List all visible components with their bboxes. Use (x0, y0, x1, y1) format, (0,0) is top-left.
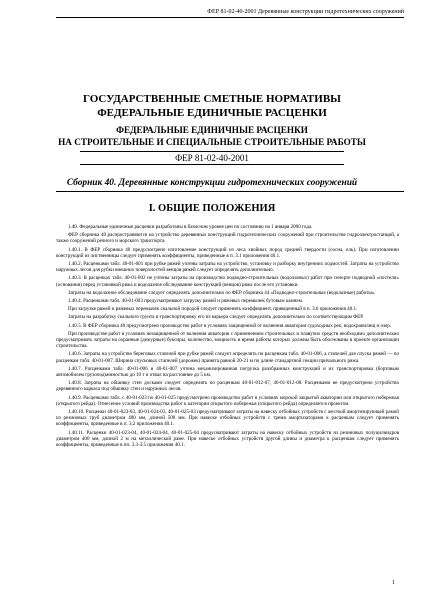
paragraph: 1.40.2. Расценками табл. 40-01-001 при рубке ряжей учтены затраты на устройство, установку и разборку внутренних подмостей. Затраты на устройство наружных лесов для рубки внешних поверхностей венцов ряжей следует определять дополнительно. (56, 261, 399, 274)
paragraph: 1.40.8. Затраты на обшивку стен досками следует определять по расценкам 40-01-012-07, 40-01-012-08. Расценками не предусмотрено устройство деревянного каркаса под обшивку стен и наружных лесов. (56, 380, 399, 393)
document-code: ФЕР 81-02-40-2001 (80, 151, 344, 165)
title-main: ГОСУДАРСТВЕННЫЕ СМЕТНЫЕ НОРМАТИВЫ (83, 93, 341, 105)
paragraph: При загрузке ряжей и ряжевых перемычек скальной породой следует применять коэффициент, приведенный в п. 3.6 приложения 40.1. (68, 306, 358, 313)
paragraph: 1.40.1. В ФЕР сборника 40 предусмотрено изготовление конструкций из леса хвойных пород средней твердости (сосна, ель). При изготовлении конструкций из лиственницы следует применять коэффициенты, приведенные в п. 3.1 приложения 40.1. (56, 246, 399, 259)
paragraph: 1.40.4. Расценками табл. 40-01-003 предусматривают загрузку ряжей и ряжевых перемычек бутовым камнем. (68, 298, 304, 305)
collection-divider (56, 191, 404, 192)
page-number: 1 (392, 580, 395, 586)
paragraph: 1.40.9. Расценками табл. с 40-01-023 по 40-01-025 предусмотрено производство работ в условиях морской закрытой акватории или открытого побережья (открытого рейда). Отнесение условий производства работ к категории открытого побережья (открытого рейда) определяется проектом. (56, 394, 399, 407)
paragraph: 1.40.5. В ФЕР сборника 40 предусмотрено производство работ в условиях защищенной от волнения акватории судоходных рек, водохранилищ и озер. (68, 322, 391, 329)
paragraph: 1.40.10. Расценки 40-01-023-03, 40-01-024-03, 40-01-025-03 предусматривают затраты на навеску отбойных устройств с жесткой амортизирующей рамой из резиновых труб диаметром 400 мм, длиной 500 мм. При навеске отбойных устройств с тремя амортизаторами к расценкам следует применять коэффициенты, приведенные в п. 3.2 приложения 40.1. (56, 409, 399, 428)
subtitle-line-2: НА СТРОИТЕЛЬНЫЕ И СПЕЦИАЛЬНЫЕ СТРОИТЕЛЬНЫЕ РАБОТЫ (58, 137, 366, 147)
paragraph: 1.40.11. Расценки 40-01-023-04, 40-01-024-04, 40-01-025-04 предусматривают затраты на навеску отбойных устройств из резиновых полуцилиндров диаметром 400 мм, длиной 2 м на металлической раме. При навеске отбойных устройств другой длины и диаметра к расценкам следует применять коэффициенты, приведенные в пп. 3.3-3.5 приложения 40.1. (56, 429, 399, 449)
paragraph: 1.40.3. В расценках табл. 40-01-002 не учтены затраты на производство подводно-строительных (водолазных) работ при сенорте подводной «постели» (основания) перед установкой ряжа и водолазное обследование конструкций (венцов) ряжа после его установки. (56, 275, 399, 288)
title-sub: ФЕДЕРАЛЬНЫЕ ЕДИНИЧНЫЕ РАСЦЕНКИ (97, 107, 327, 119)
paragraph: 1.40.7. Расценками табл. 40-01-006 и 40-01-007 учтена механизированная погрузка разобранных конструкций и их транспортировка (бортовым автомобилем грузоподъемностью до 10 т и отвал на расстояние до 5 км. (56, 365, 399, 379)
running-header: ФЕР 81-02-40-2001 Деревянные конструкции гидротехнических сооружений (207, 9, 404, 15)
paragraph: При производстве работ в условиях незащищенной от волнения акватории с применением строительных и плавучих средств необходимо дополнительно предусматривать затраты на охранные (дежурные) буксиры, количество, мощность и время работы которых должны быть обоснованы в проекте организации строительства. (56, 330, 399, 350)
paragraph: Затраты на разработку скального грунта и транспортировку его из карьера следует определять дополнительно по соответствующим ФЕР. (68, 314, 364, 321)
paragraph: 1.40.6. Затраты на устройство береговых стапелей при рубке ряжей следует определять по расценкам табл. 40-01-006, а стапелей для спуска ряжей — по расценкам табл. 40-01-007. Ширина спусковых стапелей (дорожек) принята равной 20-21 м по длине стандартной секции причального ряжа. (56, 351, 399, 364)
collection-title: Сборник 40. Деревянные конструкции гидротехнических сооружений (66, 178, 358, 188)
paragraph: Затраты на водолазное обследование следует определять дополнительно по ФЕР сборника 44 «Подводно-строительные (водолазные) работы». (68, 289, 376, 296)
header-divider (56, 17, 404, 18)
paragraph: ФЕР сборника 40 распространяются на устройство деревянных конструкций гидротехнических сооружений при строительстве гидроэлектростанций, а также сооружений речного и морского транспорта. (56, 232, 399, 245)
body-text (56, 224, 399, 450)
section-heading: I. ОБЩИЕ ПОЛОЖЕНИЯ (148, 203, 276, 214)
paragraph: 1.40. Федеральные единичные расценки разработаны в базисном уровне цен по состоянию на 1 января 2000 года. (68, 224, 313, 230)
subtitle-line-1: ФЕДЕРАЛЬНЫЕ ЕДИНИЧНЫЕ РАСЦЕНКИ (116, 125, 308, 135)
